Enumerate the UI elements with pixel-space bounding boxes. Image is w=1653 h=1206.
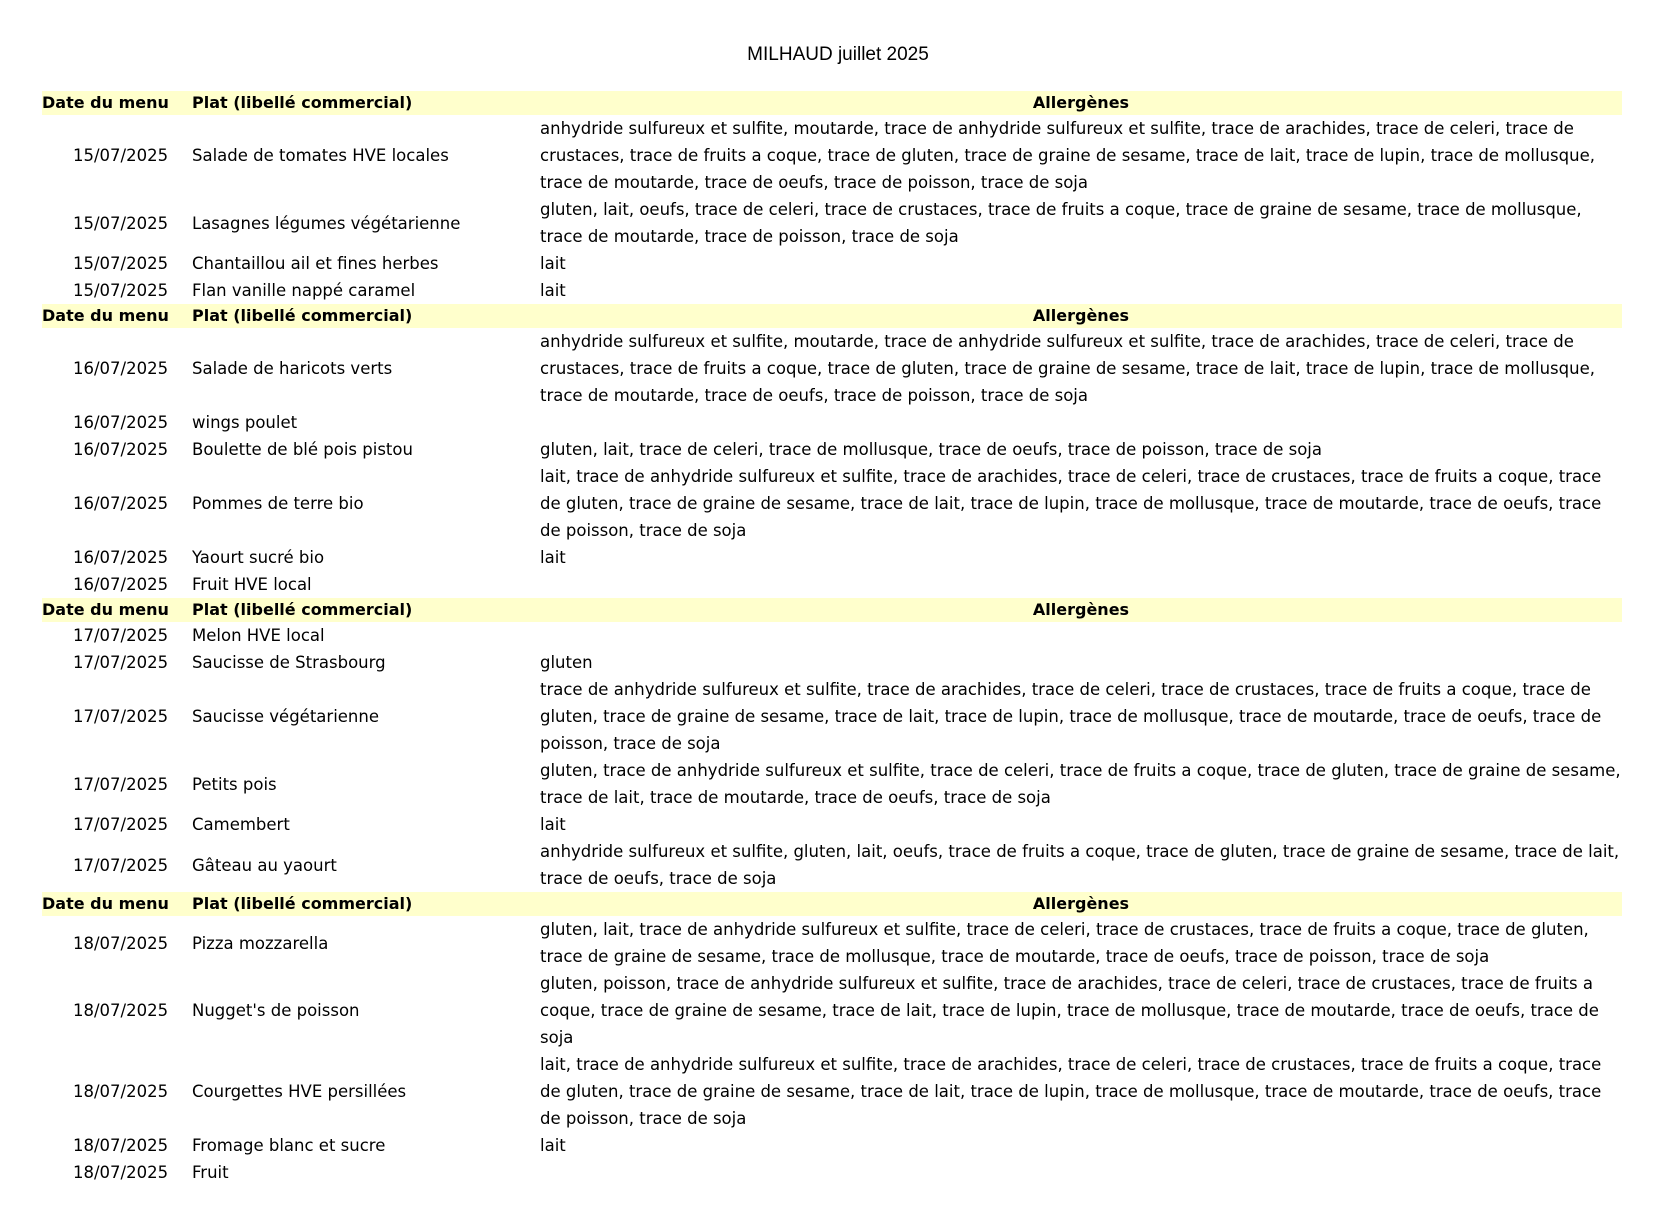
dish-name: Boulette de blé pois pistou bbox=[192, 440, 413, 459]
menu-date: 18/07/2025 bbox=[73, 1001, 169, 1020]
dish-name: Gâteau au yaourt bbox=[192, 855, 337, 875]
allergen-list: anhydride sulfureux et sulfite, gluten, lait, oeufs, trace de fruits a coque, trace de gluten, trace de graine de sesame, trace de lait, trace de oeufs, trace de soja bbox=[540, 842, 1620, 888]
table-row bbox=[42, 571, 1622, 598]
dish-name: Petits pois bbox=[192, 774, 277, 794]
dish-name: Pizza mozzarella bbox=[192, 933, 329, 953]
allergen-list: gluten, lait, trace de celeri, trace de mollusque, trace de oeufs, trace de poisson, trace de soja bbox=[540, 440, 1322, 459]
dish-name: wings poulet bbox=[192, 413, 298, 432]
menu-table bbox=[42, 91, 1622, 1186]
table-row bbox=[42, 811, 1622, 838]
table-row bbox=[42, 436, 1622, 463]
table-row bbox=[42, 1051, 1622, 1132]
header-plat: Plat (libellé commercial) bbox=[192, 91, 540, 115]
table-row bbox=[42, 250, 1622, 277]
menu-date: 16/07/2025 bbox=[73, 413, 169, 432]
menu-date: 18/07/2025 bbox=[73, 933, 169, 953]
header-date: Date du menu bbox=[42, 304, 192, 328]
dish-name: Fruit bbox=[192, 1163, 229, 1182]
table-row bbox=[42, 622, 1622, 649]
table-row bbox=[42, 544, 1622, 571]
header-row bbox=[42, 304, 1622, 328]
menu-date: 17/07/2025 bbox=[73, 707, 169, 726]
menu-date: 17/07/2025 bbox=[73, 855, 169, 875]
allergen-list bbox=[540, 571, 1622, 598]
table-row bbox=[42, 916, 1622, 970]
header-date: Date du menu bbox=[42, 598, 192, 622]
dish-name: Saucisse végétarienne bbox=[192, 707, 379, 726]
menu-date: 15/07/2025 bbox=[73, 146, 169, 165]
table-row bbox=[42, 196, 1622, 250]
menu-date: 18/07/2025 bbox=[73, 1082, 169, 1101]
table-row bbox=[42, 838, 1622, 892]
allergen-list: trace de anhydride sulfureux et sulfite, trace de arachides, trace de celeri, trace de crustaces, trace de fruits a coque, trace de gluten, trace de graine de sesame, trace de lait, trace de lupin, trace de mollusque, trace de moutarde, trace de oeufs, trace de poisson, trace de soja bbox=[540, 680, 1602, 753]
table-row bbox=[42, 649, 1622, 676]
table-row bbox=[42, 463, 1622, 544]
allergen-list: lait bbox=[540, 1136, 566, 1155]
allergen-list: anhydride sulfureux et sulfite, moutarde, trace de anhydride sulfureux et sulfite, trace de arachides, trace de celeri, trace de crustaces, trace de fruits a coque, trace de gluten, trace de graine de sesame, trace de lait, trace de lupin, trace de mollusque, trace de moutarde, trace de oeufs, trace de poisson, trace de soja bbox=[540, 119, 1595, 192]
menu-date: 16/07/2025 bbox=[73, 575, 169, 594]
allergen-list: gluten, lait, trace de anhydride sulfureux et sulfite, trace de celeri, trace de crustaces, trace de fruits a coque, trace de gluten, trace de graine de sesame, trace de mollusque, trace de moutarde, trace de oeufs, trace de poisson, trace de soja bbox=[540, 920, 1589, 966]
allergen-list: lait bbox=[540, 254, 566, 273]
dish-name: Fromage blanc et sucre bbox=[192, 1136, 386, 1155]
table-row bbox=[42, 676, 1622, 757]
dish-name: Pommes de terre bio bbox=[192, 494, 364, 513]
header-plat: Plat (libellé commercial) bbox=[192, 892, 540, 916]
header-allergenes: Allergènes bbox=[540, 91, 1622, 115]
allergen-list bbox=[540, 409, 1622, 436]
allergen-list: lait bbox=[540, 548, 566, 567]
menu-date: 16/07/2025 bbox=[73, 359, 169, 378]
day-section bbox=[42, 91, 1622, 304]
table-row bbox=[42, 328, 1622, 409]
table-row bbox=[42, 970, 1622, 1051]
menu-date: 17/07/2025 bbox=[73, 815, 169, 834]
menu-date: 17/07/2025 bbox=[73, 774, 169, 794]
dish-name: Saucisse de Strasbourg bbox=[192, 653, 386, 672]
allergen-list: gluten bbox=[540, 653, 593, 672]
menu-date: 16/07/2025 bbox=[73, 548, 169, 567]
menu-date: 18/07/2025 bbox=[73, 1136, 169, 1155]
dish-name: Camembert bbox=[192, 815, 290, 834]
header-allergenes: Allergènes bbox=[540, 598, 1622, 622]
dish-name: Yaourt sucré bio bbox=[192, 548, 325, 567]
allergen-list: gluten, trace de anhydride sulfureux et sulfite, trace de celeri, trace de fruits a coque, trace de gluten, trace de graine de sesame, trace de lait, trace de moutarde, trace de oeufs, trace de soja bbox=[540, 761, 1621, 807]
allergen-list: gluten, poisson, trace de anhydride sulfureux et sulfite, trace de arachides, trace de celeri, trace de crustaces, trace de fruits a coque, trace de graine de sesame, trace de lait, trace de lupin, trace de mollusque, trace de moutarde, trace de oeufs, trace de soja bbox=[540, 974, 1599, 1047]
table-row bbox=[42, 409, 1622, 436]
dish-name: Fruit HVE local bbox=[192, 575, 312, 594]
dish-name: Lasagnes légumes végétarienne bbox=[192, 213, 461, 233]
day-section bbox=[42, 892, 1622, 1186]
menu-date: 16/07/2025 bbox=[73, 494, 169, 513]
dish-name: Flan vanille nappé caramel bbox=[192, 281, 416, 300]
dish-name: Chantaillou ail et fines herbes bbox=[192, 254, 439, 273]
allergen-list: gluten, lait, oeufs, trace de celeri, trace de crustaces, trace de fruits a coque, trace de graine de sesame, trace de mollusque, trace de moutarde, trace de poisson, trace de soja bbox=[540, 200, 1582, 246]
dish-name: Nugget's de poisson bbox=[192, 1001, 360, 1020]
allergen-list: lait, trace de anhydride sulfureux et sulfite, trace de arachides, trace de celeri, trace de crustaces, trace de fruits a coque, trace de gluten, trace de graine de sesame, trace de lait, trace de lupin, trace de mollusque, trace de moutarde, trace de oeufs, trace de poisson, trace de soja bbox=[540, 467, 1602, 540]
allergen-list: lait bbox=[540, 815, 566, 834]
header-plat: Plat (libellé commercial) bbox=[192, 304, 540, 328]
dish-name: Melon HVE local bbox=[192, 626, 325, 645]
table-row bbox=[42, 757, 1622, 811]
header-date: Date du menu bbox=[42, 892, 192, 916]
dish-name: Salade de tomates HVE locales bbox=[192, 146, 449, 165]
menu-date: 16/07/2025 bbox=[73, 440, 169, 459]
header-plat: Plat (libellé commercial) bbox=[192, 598, 540, 622]
table-row bbox=[42, 115, 1622, 196]
menu-date: 15/07/2025 bbox=[73, 213, 169, 233]
allergen-list: anhydride sulfureux et sulfite, moutarde, trace de anhydride sulfureux et sulfite, trace de arachides, trace de celeri, trace de crustaces, trace de fruits a coque, trace de gluten, trace de graine de sesame, trace de lait, trace de lupin, trace de mollusque, trace de moutarde, trace de oeufs, trace de poisson, trace de soja bbox=[540, 332, 1595, 405]
menu-date: 15/07/2025 bbox=[73, 281, 169, 300]
day-section bbox=[42, 598, 1622, 892]
menu-date: 18/07/2025 bbox=[73, 1163, 169, 1182]
header-row bbox=[42, 91, 1622, 115]
header-row bbox=[42, 598, 1622, 622]
allergen-list: lait, trace de anhydride sulfureux et sulfite, trace de arachides, trace de celeri, trace de crustaces, trace de fruits a coque, trace de gluten, trace de graine de sesame, trace de lait, trace de lupin, trace de mollusque, trace de moutarde, trace de oeufs, trace de poisson, trace de soja bbox=[540, 1055, 1602, 1128]
day-section bbox=[42, 304, 1622, 598]
allergen-list bbox=[540, 1159, 1622, 1186]
page-title: MILHAUD juillet 2025 bbox=[747, 44, 929, 65]
header-allergenes: Allergènes bbox=[540, 304, 1622, 328]
header-row bbox=[42, 892, 1622, 916]
header-date: Date du menu bbox=[42, 91, 192, 115]
table-row bbox=[42, 277, 1622, 304]
header-allergenes: Allergènes bbox=[540, 892, 1622, 916]
menu-date: 15/07/2025 bbox=[73, 254, 169, 273]
table-row bbox=[42, 1159, 1622, 1186]
menu-date: 17/07/2025 bbox=[73, 653, 169, 672]
allergen-list: lait bbox=[540, 281, 566, 300]
table-row bbox=[42, 1132, 1622, 1159]
dish-name: Salade de haricots verts bbox=[192, 359, 393, 378]
allergen-list bbox=[540, 622, 1622, 649]
dish-name: Courgettes HVE persillées bbox=[192, 1082, 407, 1101]
menu-date: 17/07/2025 bbox=[73, 626, 169, 645]
